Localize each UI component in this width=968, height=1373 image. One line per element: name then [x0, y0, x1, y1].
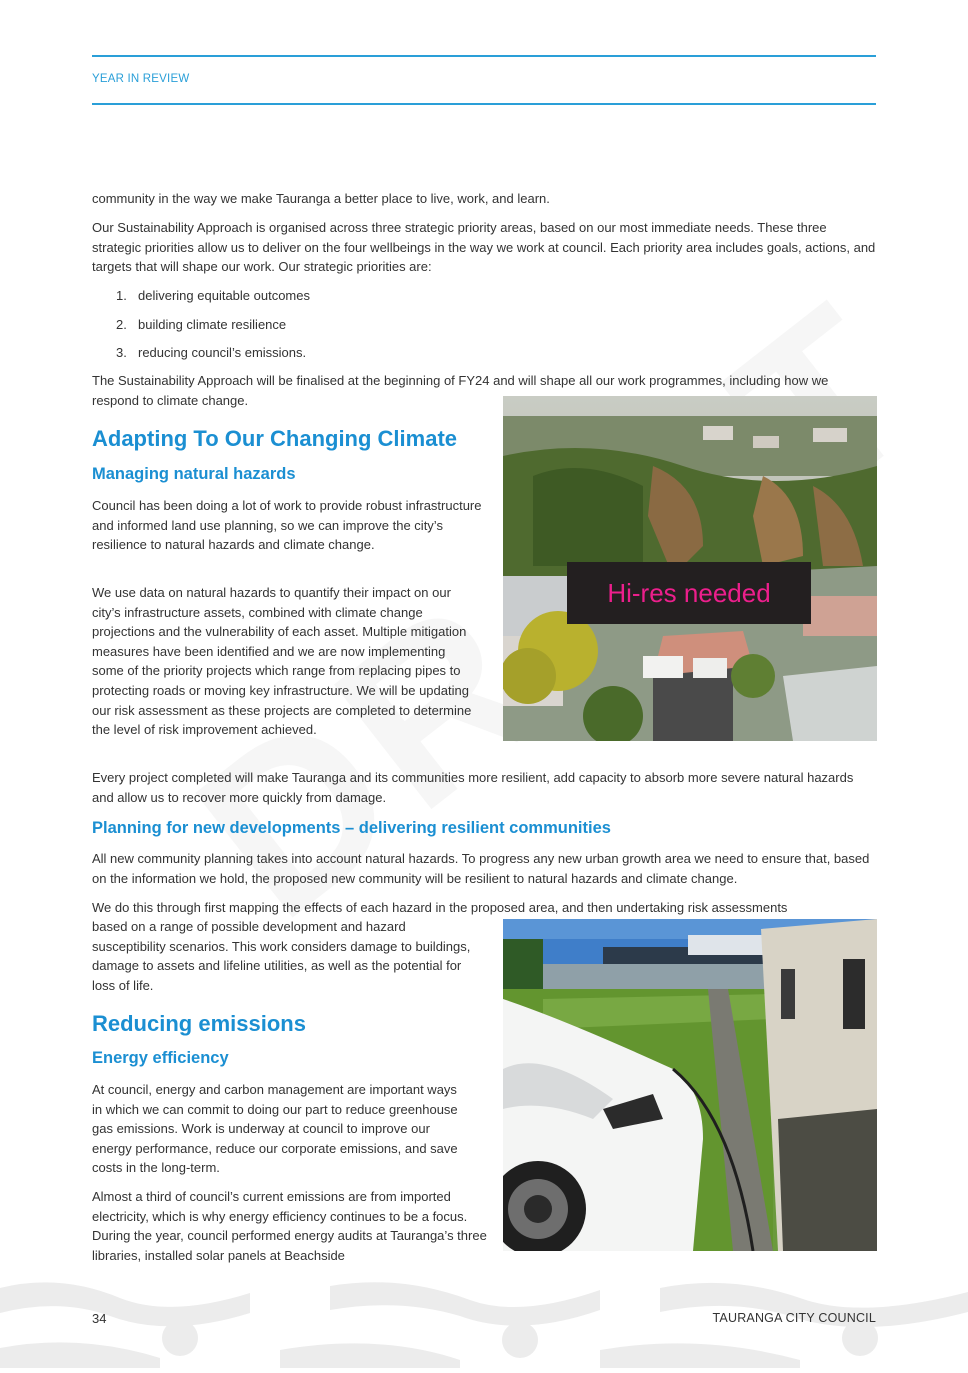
subheading-natural-hazards: Managing natural hazards	[92, 465, 296, 483]
header-rule-bottom	[92, 103, 876, 105]
section-heading-emissions: Reducing emissions	[92, 1011, 306, 1036]
footer-organisation: TAURANGA CITY COUNCIL	[712, 1311, 876, 1325]
list-item	[116, 343, 306, 362]
page-number: 34	[92, 1311, 107, 1326]
section-heading-adapting: Adapting To Our Changing Climate	[92, 426, 458, 451]
header-rule-top	[92, 55, 876, 57]
list-text: building climate resilience	[138, 317, 287, 332]
ev-charging-photo	[503, 919, 877, 1251]
energy-paragraph-1: At council, energy and carbon management are important ways in which we can commit to doing our part to reduce greenhouse gas emissions. Work is underway at council to improve our energy performance, reduce our corporate emissions, and save costs in the long-term.	[92, 1082, 458, 1176]
hires-needed-label: Hi-res needed	[567, 562, 811, 624]
hazards-paragraph-2: We use data on natural hazards to quantify their impact on our city’s infrastructure assets, combined with climate change projections and the vulnerability of each asset. Multiple mitigation measures have been identified and we are now implementing some of the priority projects which range from replacing pipes to protecting roads or moving key infrastructure. We will be updating our risk assessment as these projects are completed to determine the level of risk improvement achieved.	[92, 585, 472, 738]
list-number: 3.	[116, 345, 127, 360]
intro-paragraph-2: Our Sustainability Approach is organised across three strategic priority areas, based on our most immediate needs. These three strategic priorities allow us to deliver on the four wellbeings in the way we work at council. Each priority area includes goals, actions, and targets that will shape our work. Our strategic priorities are:	[92, 220, 876, 275]
intro-paragraph-3: The Sustainability Approach will be finalised at the beginning of FY24 and will shape all our work programmes, including how we respond to climate change.	[92, 373, 829, 408]
list-text: reducing council’s emissions.	[138, 345, 307, 360]
list-item	[116, 315, 286, 334]
planning-paragraph-2: based on a range of possible development and hazard susceptibility scenarios. This work considers damage to buildings, damage to assets and lifeline utilities, as well as the potential for loss of life.	[92, 919, 471, 993]
list-text: delivering equitable outcomes	[138, 288, 310, 303]
list-number: 1.	[116, 288, 127, 303]
running-head: YEAR IN REVIEW	[92, 73, 190, 85]
hazards-paragraph-3: Every project completed will make Tauranga and its communities more resilient, add capacity to absorb more severe natural hazards and allow us to recover more quickly from damage.	[92, 770, 854, 805]
subheading-planning: Planning for new developments – delivering resilient communities	[92, 819, 611, 837]
subheading-energy-efficiency: Energy efficiency	[92, 1049, 229, 1067]
planning-paragraph-2-line-1: We do this through first mapping the effects of each hazard in the proposed area, and then undertaking risk assessments	[92, 900, 788, 915]
list-item	[116, 286, 310, 305]
hazards-paragraph-1: Council has been doing a lot of work to provide robust infrastructure and informed land use planning, so we can improve the city’s resilience to natural hazards and climate change.	[92, 498, 482, 553]
energy-paragraph-2: Almost a third of council’s current emissions are from imported electricity, which is why energy efficiency continues to be a focus. During the year, council performed energy audits at Tauranga’s three libraries, installed solar panels at Beachside	[92, 1189, 487, 1263]
intro-paragraph-1: community in the way we make Tauranga a better place to live, work, and learn.	[92, 191, 550, 206]
planning-paragraph-1: All new community planning takes into account natural hazards. To progress any new urban growth area we need to ensure that, based on the information we hold, the proposed new community will be resilient to natural hazards and climate change.	[92, 851, 870, 886]
landslip-photo	[503, 396, 877, 741]
ev-charging-illustration	[503, 919, 877, 1251]
list-number: 2.	[116, 317, 127, 332]
